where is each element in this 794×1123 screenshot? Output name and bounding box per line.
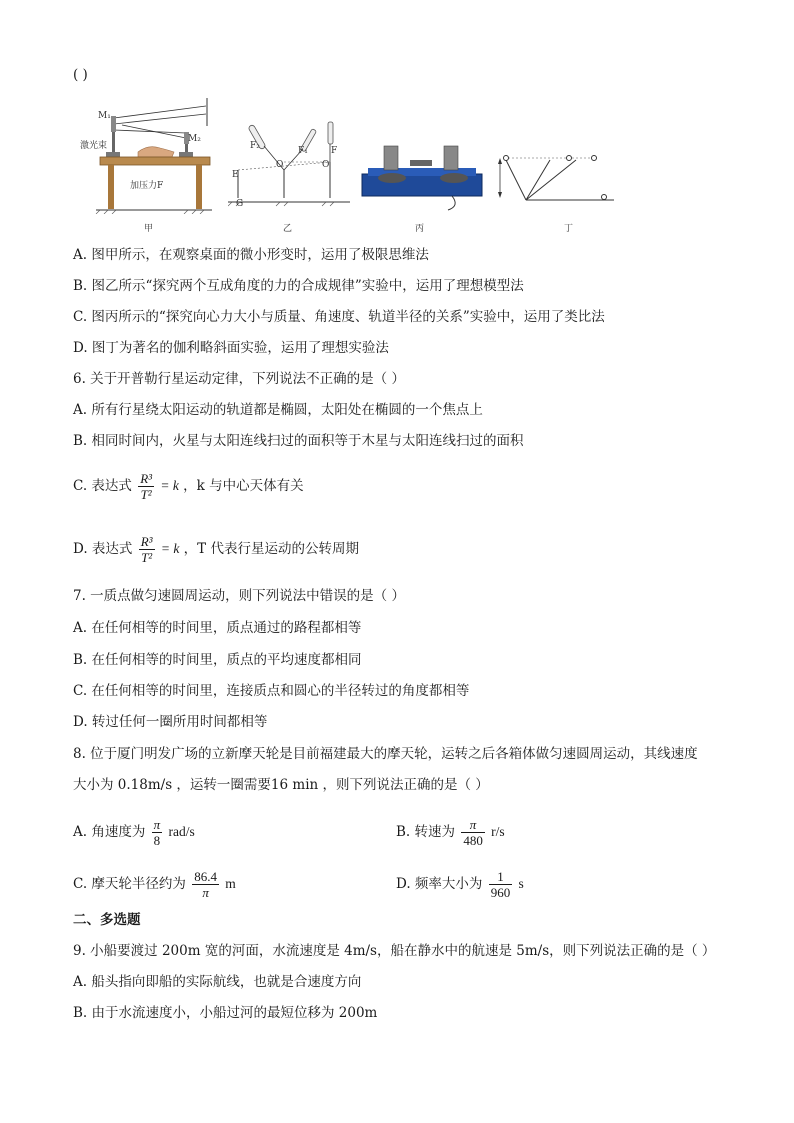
q9-stem: 9. 小船要渡过 200m 宽的河面，水流速度是 4m/s，船在静水中的航速是 5m/s，则下列说法正确的是（ ） bbox=[73, 943, 716, 959]
q5-option-c: C. 图丙所示的“探究向心力大小与质量、角速度、轨道半径的关系”实验中，运用了类比法 bbox=[73, 309, 605, 325]
q5-option-a: A. 图甲所示，在观察桌面的微小形变时，运用了极限思维法 bbox=[73, 247, 429, 263]
q8-a-denominator: 8 bbox=[153, 833, 161, 848]
label-f1: F₁ bbox=[298, 146, 308, 156]
q8-a-fraction bbox=[152, 817, 163, 848]
q8-d-fraction bbox=[489, 869, 513, 900]
label-f: F bbox=[331, 146, 338, 156]
force-composition-diagram bbox=[228, 118, 350, 216]
q8-c-prefix: C. 摩天轮半径约为 bbox=[73, 876, 186, 892]
q6-option-d bbox=[73, 529, 359, 569]
figure-ding-galileo-incline bbox=[494, 150, 614, 204]
q8-d-numerator: 1 bbox=[489, 869, 513, 885]
q8-b-denominator: 480 bbox=[463, 833, 483, 848]
centripetal-apparatus-diagram bbox=[360, 140, 484, 212]
q7-option-c: C. 在任何相等的时间里，连接质点和圆心的半径转过的角度都相等 bbox=[73, 683, 470, 699]
q8-a-unit: rad/s bbox=[168, 824, 195, 839]
figure-caption-ding: 丁 bbox=[564, 224, 574, 234]
label-force: 加压力F bbox=[130, 181, 164, 191]
q8-option-d bbox=[396, 864, 524, 904]
q6-d-suffix: ，T 代表行星运动的公转周期 bbox=[183, 541, 359, 557]
q9-option-b: B. 由于水流速度小，小船过河的最短位移为 200m bbox=[73, 1005, 378, 1021]
figure-bing-centripetal-apparatus bbox=[360, 140, 484, 212]
label-f2: F₂ bbox=[250, 141, 260, 151]
q8-c-unit: m bbox=[225, 876, 236, 891]
section-heading-multiple-choice: 二、多选题 bbox=[73, 912, 141, 928]
q6-c-denominator: T² bbox=[140, 487, 152, 502]
q8-option-b bbox=[396, 812, 505, 852]
label-g: G bbox=[236, 199, 244, 209]
q8-d-unit: s bbox=[518, 876, 524, 891]
q8-b-fraction bbox=[461, 817, 485, 848]
q7-stem: 7. 一质点做匀速圆周运动，则下列说法中错误的是（ ） bbox=[73, 588, 405, 604]
q6-c-equation: = k bbox=[160, 478, 179, 493]
label-e: E bbox=[232, 170, 239, 180]
label-o2: O bbox=[322, 160, 330, 170]
q6-c-prefix: C. 表达式 bbox=[73, 478, 132, 494]
label-laser: 激光束 bbox=[80, 141, 108, 151]
q8-b-unit: r/s bbox=[491, 824, 505, 839]
q8-c-fraction bbox=[192, 869, 219, 900]
label-m2: M₂ bbox=[188, 134, 201, 144]
q8-a-prefix: A. 角速度为 bbox=[73, 824, 146, 840]
q6-d-fraction bbox=[139, 534, 155, 565]
q8-stem-line1: 8. 位于厦门明发广场的立新摩天轮是目前福建最大的摩天轮，运转之后各箱体做匀速圆周运动，其线速度 bbox=[73, 746, 698, 762]
q5-option-d: D. 图丁为著名的伽利略斜面实验，运用了理想实验法 bbox=[73, 340, 389, 356]
figure-caption-bing: 丙 bbox=[415, 224, 425, 234]
label-m1: M₁ bbox=[98, 111, 111, 121]
q6-d-denominator: T² bbox=[141, 550, 153, 565]
q6-c-suffix: ，k 与中心天体有关 bbox=[183, 478, 304, 494]
q5-option-b: B. 图乙所示“探究两个互成角度的力的合成规律”实验中，运用了理想模型法 bbox=[73, 278, 524, 294]
q8-c-numerator: 86.4 bbox=[194, 869, 217, 884]
q8-option-c bbox=[73, 864, 236, 904]
figure-caption-yi: 乙 bbox=[283, 224, 293, 234]
q7-option-b: B. 在任何相等的时间里，质点的平均速度都相同 bbox=[73, 652, 362, 668]
q6-d-numerator: R³ bbox=[140, 534, 153, 549]
q8-d-denominator: 960 bbox=[490, 885, 511, 900]
q8-stem-line2: 大小为 0.18m/s ，运转一圈需要16 min ，则下列说法正确的是（ ） bbox=[73, 777, 489, 793]
q6-option-c bbox=[73, 466, 304, 506]
q6-option-a: A. 所有行星绕太阳运动的轨道都是椭圆，太阳处在椭圆的一个焦点上 bbox=[73, 402, 483, 418]
q8-b-numerator: π bbox=[461, 817, 485, 833]
galileo-incline-diagram bbox=[494, 150, 614, 204]
q8-b-prefix: B. 转速为 bbox=[396, 824, 456, 840]
q6-c-numerator: R³ bbox=[140, 471, 153, 486]
label-o1: O bbox=[276, 160, 284, 170]
question-answer-bracket: ( ) bbox=[73, 67, 88, 83]
q8-a-numerator: π bbox=[153, 817, 161, 832]
q7-option-d: D. 转过任何一圈所用时间都相等 bbox=[73, 714, 268, 730]
q8-d-prefix: D. 频率大小为 bbox=[396, 876, 483, 892]
figure-yi-force-composition bbox=[228, 118, 350, 216]
q6-c-fraction bbox=[138, 471, 154, 502]
q9-option-a: A. 船头指向即船的实际航线，也就是合速度方向 bbox=[73, 974, 362, 990]
q6-stem: 6. 关于开普勒行星运动定律，下列说法不正确的是（ ） bbox=[73, 371, 405, 387]
q6-d-prefix: D. 表达式 bbox=[73, 541, 133, 557]
q6-option-b: B. 相同时间内，火星与太阳连线扫过的面积等于木星与太阳连线扫过的面积 bbox=[73, 433, 524, 449]
q8-c-denominator: π bbox=[202, 885, 209, 900]
q7-option-a: A. 在任何相等的时间里，质点通过的路程都相等 bbox=[73, 620, 362, 636]
q6-d-equation: = k bbox=[160, 541, 180, 556]
figure-caption-jia: 甲 bbox=[144, 224, 154, 234]
q8-option-a bbox=[73, 812, 195, 852]
